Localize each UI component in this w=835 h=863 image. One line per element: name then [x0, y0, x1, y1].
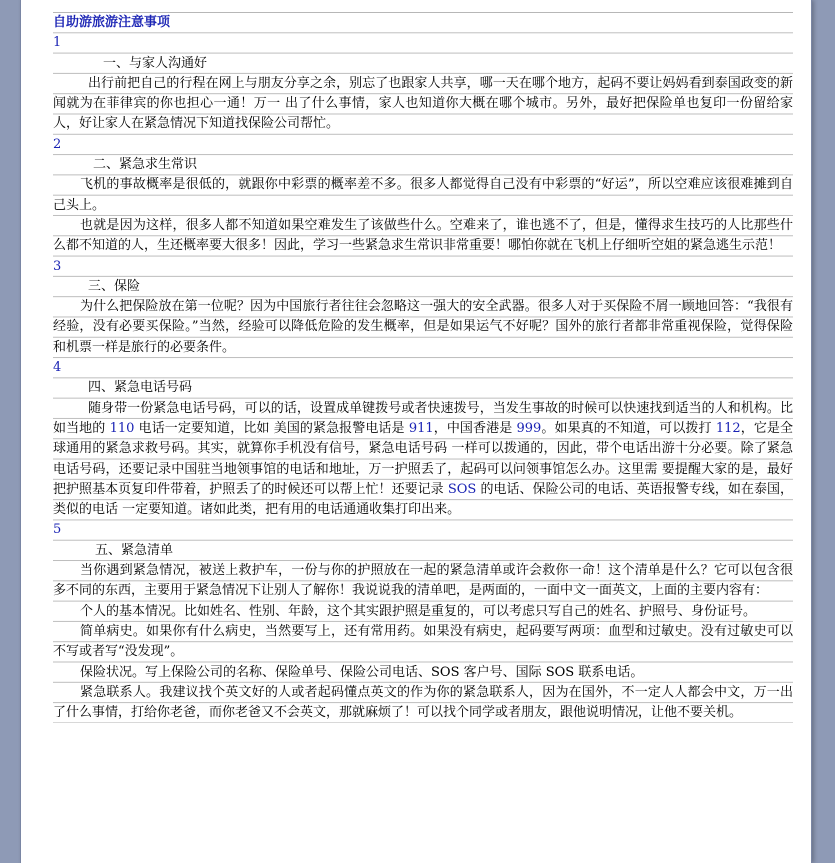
section-heading: 二、紧急求生常识 — [93, 157, 198, 173]
section-heading: 五、紧急清单 — [95, 542, 174, 558]
paragraph: 简单病史。如果你有什么病史，当然要写上，还有常用药。如果没有病史，起码要写两项：血型和过敏史。没有过敏史可以不写或者写“没发现”。 — [53, 623, 793, 660]
document-content — [53, 12, 793, 723]
section-heading: 四、紧急电话号码 — [88, 380, 193, 396]
phone-number: 999 — [516, 420, 542, 436]
paragraph: 飞机的事故概率是很低的，就跟你中彩票的概率差不多。很多人都觉得自己没有中彩票的“好运”，所以空难应该很难摊到自己头上。 — [53, 177, 793, 213]
section-number: 4 — [53, 360, 62, 376]
section-heading: 三、保险 — [88, 278, 141, 294]
paragraph: 个人的基本情况。比如姓名、性别、年龄，这个其实跟护照是重复的，可以考虑只写自己的姓名、护照号、身份证号。 — [80, 603, 757, 619]
paragraph: 保险状况。写上保险公司的名称、保险单号、保险公司电话、SOS 客户号、国际 SOS 联系电话。 — [80, 664, 644, 680]
text-run: 的电话、保险公司的电话、英语报警专线，如在泰国，类似的电话 一定要知道。诸如此类，把有用的电话通通收集打印出来。 — [53, 481, 793, 518]
document-title: 自助游旅游注意事项 — [53, 15, 171, 30]
section-number: 2 — [53, 136, 62, 152]
sos-text: SOS — [447, 481, 477, 497]
document-page — [20, 0, 812, 863]
text-run: ，中国香港是 — [433, 420, 517, 436]
phone-number: 110 — [109, 420, 135, 436]
phone-number: 911 — [408, 420, 434, 436]
paragraph: 为什么把保险放在第一位呢？因为中国旅行者往往会忽略这一强大的安全武器。很多人对于买保险不屑一顾地回答：“我很有经验，没有必要买保险。”当然，经验可以降低危险的发生概率，但是如果运气不好呢？国外的旅行者都非常重视保险，觉得保险和机票一样是旅行的必要条件。 — [53, 299, 793, 355]
paragraph: 紧急联系人。我建议找个英文好的人或者起码懂点英文的作为你的紧急联系人，因为在国外，不一定人人都会中文，万一出了什么事情，打给你老爸，而你老爸又不会英文，那就麻烦了！可以找个同学或者朋友，跟他说明情况，让他不要关机。 — [53, 684, 793, 721]
text-run: ，它是全球通用的紧急求救号码。其实，就算你手机没有信号，紧急电话号码 一样可以拨通的，因此，带个电话出游十分必要。除了紧急电话号码，还要记录中国驻当地领事馆的电话和地址，万一护照丢了，起码可以问领事馆怎么办。这里需 要提醒大家的是，最好把护照基本页复印件带着，护照丢了的时候还可以帮上忙！还要记录 — [53, 420, 793, 497]
paragraph — [53, 399, 793, 521]
text-run: 随身带一份紧急电话号码，可以的话，设置成单键拨号或者快速拨号，当发生事故的时候可以快速找到适当的人和机构。比如当地的 — [53, 400, 793, 436]
section-number: 3 — [53, 258, 62, 274]
section-number: 5 — [53, 522, 62, 538]
paragraph: 出行前把自己的行程在网上与朋友分享之余，别忘了也跟家人共享，哪一天在哪个地方，起码不要让妈妈看到泰国政变的新闻就为在菲律宾的你也担心一通！万一 出了什么事情，家人也知道你大概在哪个城市。另外，最好把保险单也复印一份留给家人，好让家人在紧急情况下知道找保险公司帮忙。 — [53, 75, 793, 132]
phone-number: 112 — [715, 420, 741, 436]
text-run: 。如果真的不知道，可以拨打 — [541, 420, 716, 436]
text-run: 电话一定要知道，比如 美国的紧急报警电话是 — [134, 420, 409, 436]
section-number: 1 — [53, 35, 62, 51]
section-heading: 一、与家人沟通好 — [103, 55, 208, 71]
paragraph: 也就是因为这样，很多人都不知道如果空难发生了该做些什么。空难来了，谁也逃不了，但是，懂得求生技巧的人比那些什么都不知道的人，生还概率要大很多！因此，学习一些紧急求生常识非常重要！哪怕你就在飞机上仔细听空姐的紧急逃生示范！ — [53, 217, 793, 254]
paragraph: 当你遇到紧急情况，被送上救护车，一份与你的护照放在一起的紧急清单或许会救你一命！这个清单是什么？它可以包含很多不同的东西，主要用于紧急情况下让别人了解你！我说说我的清单吧，是两面的，一面中文一面英文，上面的主要内容有： — [53, 563, 793, 599]
